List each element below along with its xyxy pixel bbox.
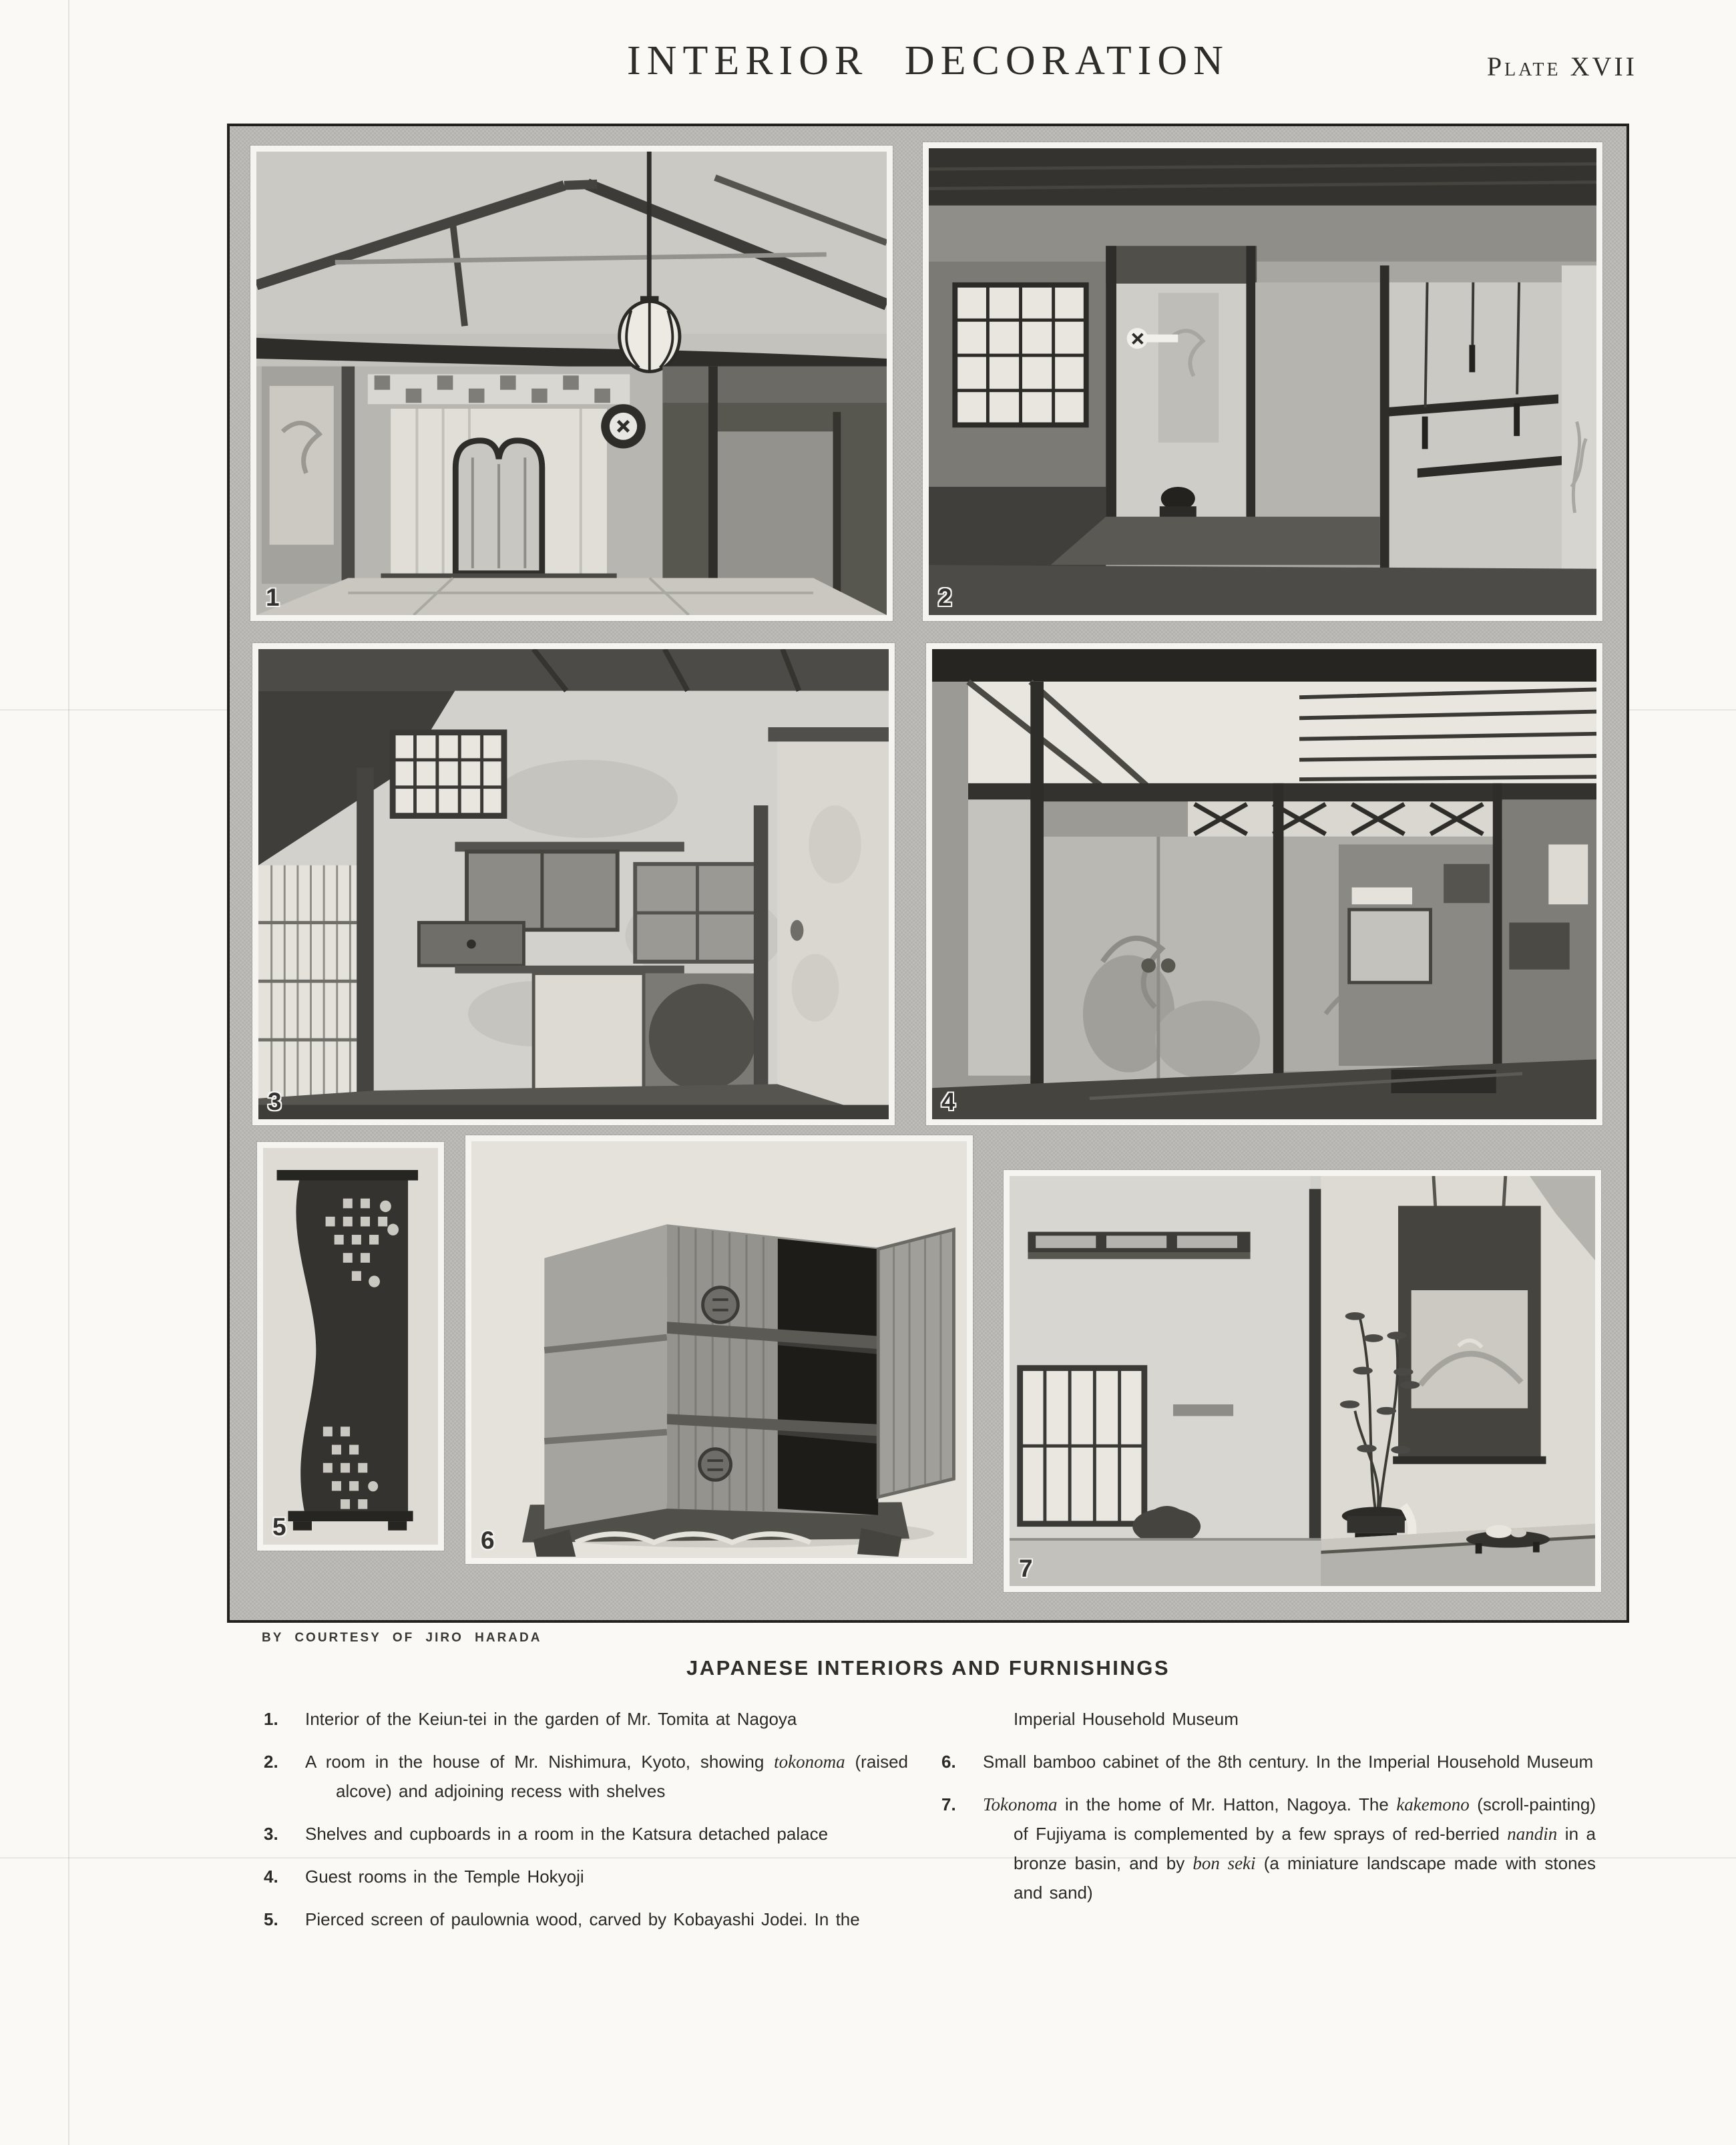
dark-floor	[929, 565, 1596, 615]
caption-item: 5. Pierced screen of paulownia wood, carved by Kobayashi Jodei. In the	[264, 1905, 908, 1934]
caption-number: 3.	[264, 1824, 278, 1844]
shoji-grid-window	[955, 285, 1086, 425]
dark-ceiling	[929, 148, 1596, 206]
metal-fitting	[703, 1288, 738, 1322]
scroll-painting-left	[262, 367, 355, 615]
tokonoma-alcove	[1106, 246, 1257, 552]
transom-window	[1028, 1232, 1250, 1259]
checkered-frieze	[368, 374, 630, 404]
kakemono-scroll	[1393, 1176, 1546, 1464]
open-door	[878, 1229, 953, 1497]
courtesy-line: BY COURTESY OF JIRO HARADA	[262, 1631, 542, 1645]
photo-number: 4	[941, 1088, 955, 1115]
photo-katsura-shelves	[252, 643, 895, 1125]
page-title: INTERIOR DECORATION	[627, 38, 1229, 83]
photo-4-image	[932, 649, 1596, 1119]
caption-number: 1.	[264, 1709, 278, 1729]
plate-number-label: Plate XVII	[1486, 51, 1637, 81]
open-doorway	[715, 431, 833, 596]
corner-post	[1309, 1189, 1321, 1586]
photo-number: 3	[268, 1088, 282, 1115]
metal-fitting	[700, 1449, 731, 1481]
caption-number: 6.	[941, 1752, 956, 1772]
caption-item: 2. A room in the house of Mr. Nishimura, Kyoto, showing tokonoma (raised alcove) and adjoining recess with shelves	[264, 1747, 908, 1806]
photo-6-image	[471, 1141, 967, 1558]
caption-item: 1. Interior of the Keiun-tei in the garden of Mr. Tomita at Nagoya	[264, 1704, 908, 1734]
photo-pierced-screen	[257, 1142, 444, 1551]
round-door-motif	[649, 984, 756, 1091]
tatami-floor	[256, 578, 887, 615]
caption-item: 4. Guest rooms in the Temple Hokyoji	[264, 1862, 908, 1891]
captions-heading: JAPANESE INTERIORS AND FURNISHINGS	[686, 1656, 1170, 1680]
photo-plate-panel	[227, 124, 1629, 1623]
roof-edge	[932, 649, 1596, 682]
caption-number: 5.	[264, 1909, 278, 1929]
photo-hokyoji-guest-rooms	[926, 643, 1602, 1125]
round-plaque	[601, 404, 646, 448]
photo-keiun-tei-interior	[250, 146, 893, 621]
caption-list	[264, 1704, 1596, 1947]
scan-fold-line	[68, 0, 69, 2145]
caption-item: Imperial Household Museum	[1014, 1709, 1239, 1729]
caption-item: 3. Shelves and cupboards in a room in the Katsura detached palace	[264, 1819, 908, 1848]
lattice-window	[393, 733, 504, 816]
caption-number: 2.	[264, 1752, 278, 1772]
cabinet-side	[544, 1224, 667, 1529]
photo-number: 2	[938, 584, 952, 611]
photo-bamboo-cabinet	[465, 1135, 973, 1564]
photo-5-image	[263, 1148, 438, 1545]
open-interior	[778, 1239, 878, 1515]
photo-number: 1	[266, 584, 280, 611]
sliding-door-right	[768, 727, 889, 1105]
photo-2-image	[929, 148, 1596, 615]
inner-room	[1339, 845, 1503, 1066]
photo-1-image	[256, 152, 887, 615]
caption-number: 4.	[264, 1867, 278, 1887]
photo-7-image	[1010, 1176, 1595, 1586]
shoji-window	[1020, 1368, 1144, 1524]
photo-3-image	[258, 649, 889, 1119]
photo-number: 6	[481, 1527, 495, 1554]
caption-item: 6. Small bamboo cabinet of the 8th century. In the Imperial Household Museum	[941, 1747, 1596, 1776]
photo-nishimura-tokonoma	[923, 142, 1602, 621]
caption-column-right	[941, 1704, 1596, 1947]
shoji-alcove	[391, 409, 607, 584]
photo-number: 7	[1019, 1555, 1033, 1582]
caption-number: 7.	[941, 1794, 956, 1814]
caption-column-left	[264, 1704, 908, 1947]
photo-hatton-tokonoma	[1004, 1170, 1601, 1592]
photo-number: 5	[272, 1513, 286, 1541]
caption-item: 7. Tokonoma in the home of Mr. Hatton, Nagoya. The kakemono (scroll-painting) of Fujiyama is complemented by a few sprays of red-berried nandin in a bronze basin, and by bon seki (a miniature landscape made with stones and sand)	[941, 1790, 1596, 1907]
